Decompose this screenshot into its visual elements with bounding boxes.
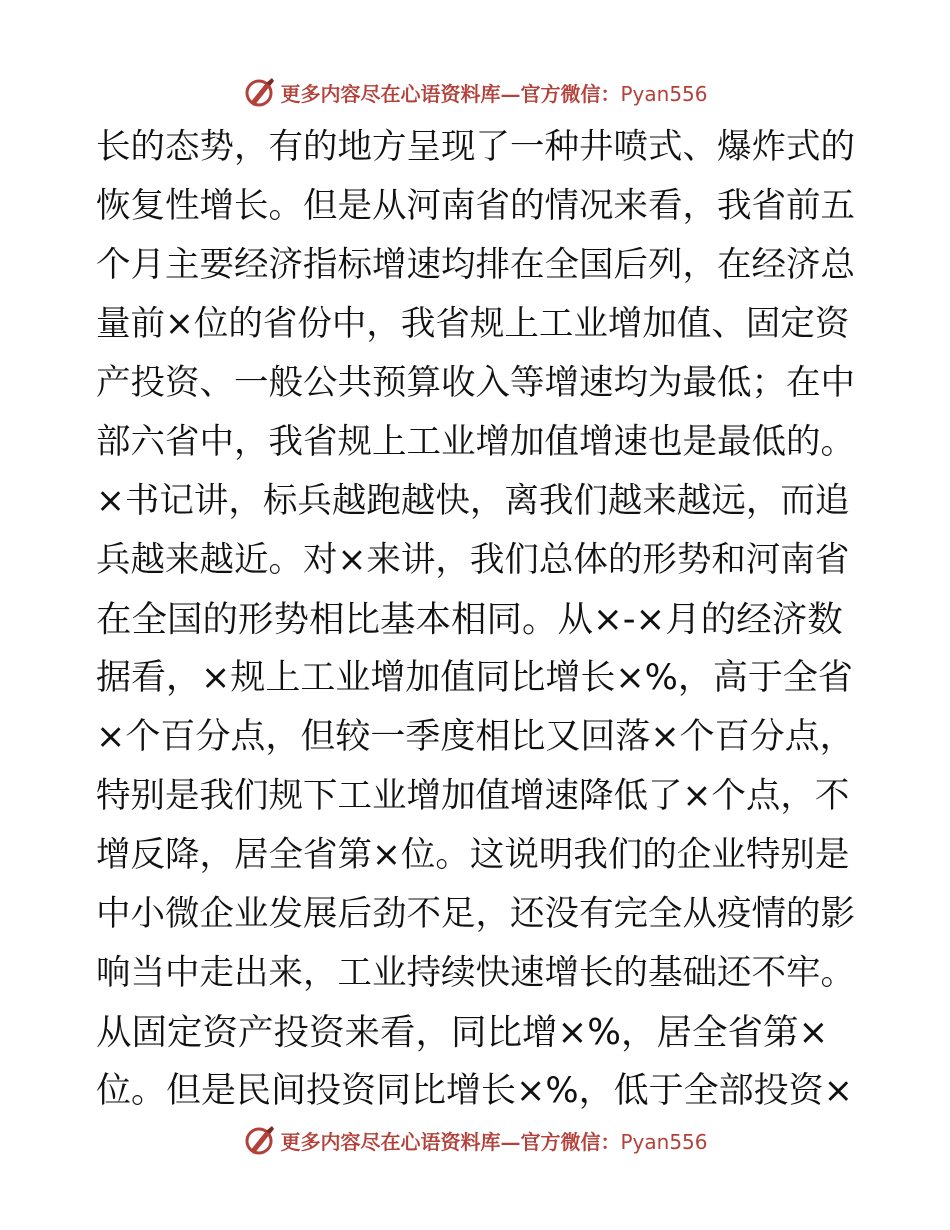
footer-banner-handle: Pyan556 — [620, 1129, 708, 1154]
body-text-line: 在全国的形势相比基本相同。从×-×月的经济数 — [96, 599, 843, 640]
body-text-line: ×个百分点，但较一季度相比又回落×个百分点， — [96, 717, 855, 757]
footer-banner-text: 更多内容尽在心语资料库—官方微信：Pyan556 — [280, 1129, 708, 1154]
body-text-line: 量前×位的省份中，我省规上工业增加值、固定资 — [96, 304, 850, 344]
pen-logo-icon — [242, 75, 276, 109]
body-text-line: 位。但是民间投资同比增长×%，低于全部投资× — [96, 1071, 853, 1111]
body-text-line: 个月主要经济指标增速均排在全国后列，在经济总 — [96, 245, 855, 285]
body-text-line: 响当中走出来，工业持续快速增长的基础还不牢。 — [96, 953, 855, 993]
body-text-line: 兵越来越近。对×来讲，我们总体的形势和河南省 — [96, 540, 850, 580]
header-watermark-banner — [0, 72, 950, 112]
body-text-line: 中小微企业发展后劲不足，还没有完全从疫情的影 — [96, 894, 855, 934]
body-text-line: 产投资、一般公共预算收入等增速均为最低；在中 — [96, 363, 855, 403]
header-banner-text: 更多内容尽在心语资料库—官方微信：Pyan556 — [280, 81, 708, 106]
document-body — [96, 118, 856, 1121]
body-text-line: 据看，×规上工业增加值同比增长×%，高于全省 — [96, 658, 853, 698]
body-text-line: ×书记讲，标兵越跑越快，离我们越来越远，而追 — [96, 481, 850, 521]
pen-logo-icon — [242, 1123, 276, 1157]
body-text-line: 增反降，居全省第×位。这说明我们的企业特别是 — [96, 835, 850, 875]
footer-watermark-banner — [0, 1120, 950, 1160]
body-text-line: 从固定资产投资来看，同比增×%，居全省第× — [96, 1012, 829, 1053]
body-text-line: 特别是我们规下工业增加值增速降低了×个点，不 — [96, 776, 850, 816]
header-banner-handle: Pyan556 — [620, 81, 708, 106]
body-text-line: 部六省中，我省规上工业增加值增速也是最低的。 — [96, 422, 855, 462]
body-text-line: 恢复性增长。但是从河南省的情况来看，我省前五 — [96, 186, 855, 226]
body-text-line: 长的态势，有的地方呈现了一种井喷式、爆炸式的 — [96, 127, 855, 167]
